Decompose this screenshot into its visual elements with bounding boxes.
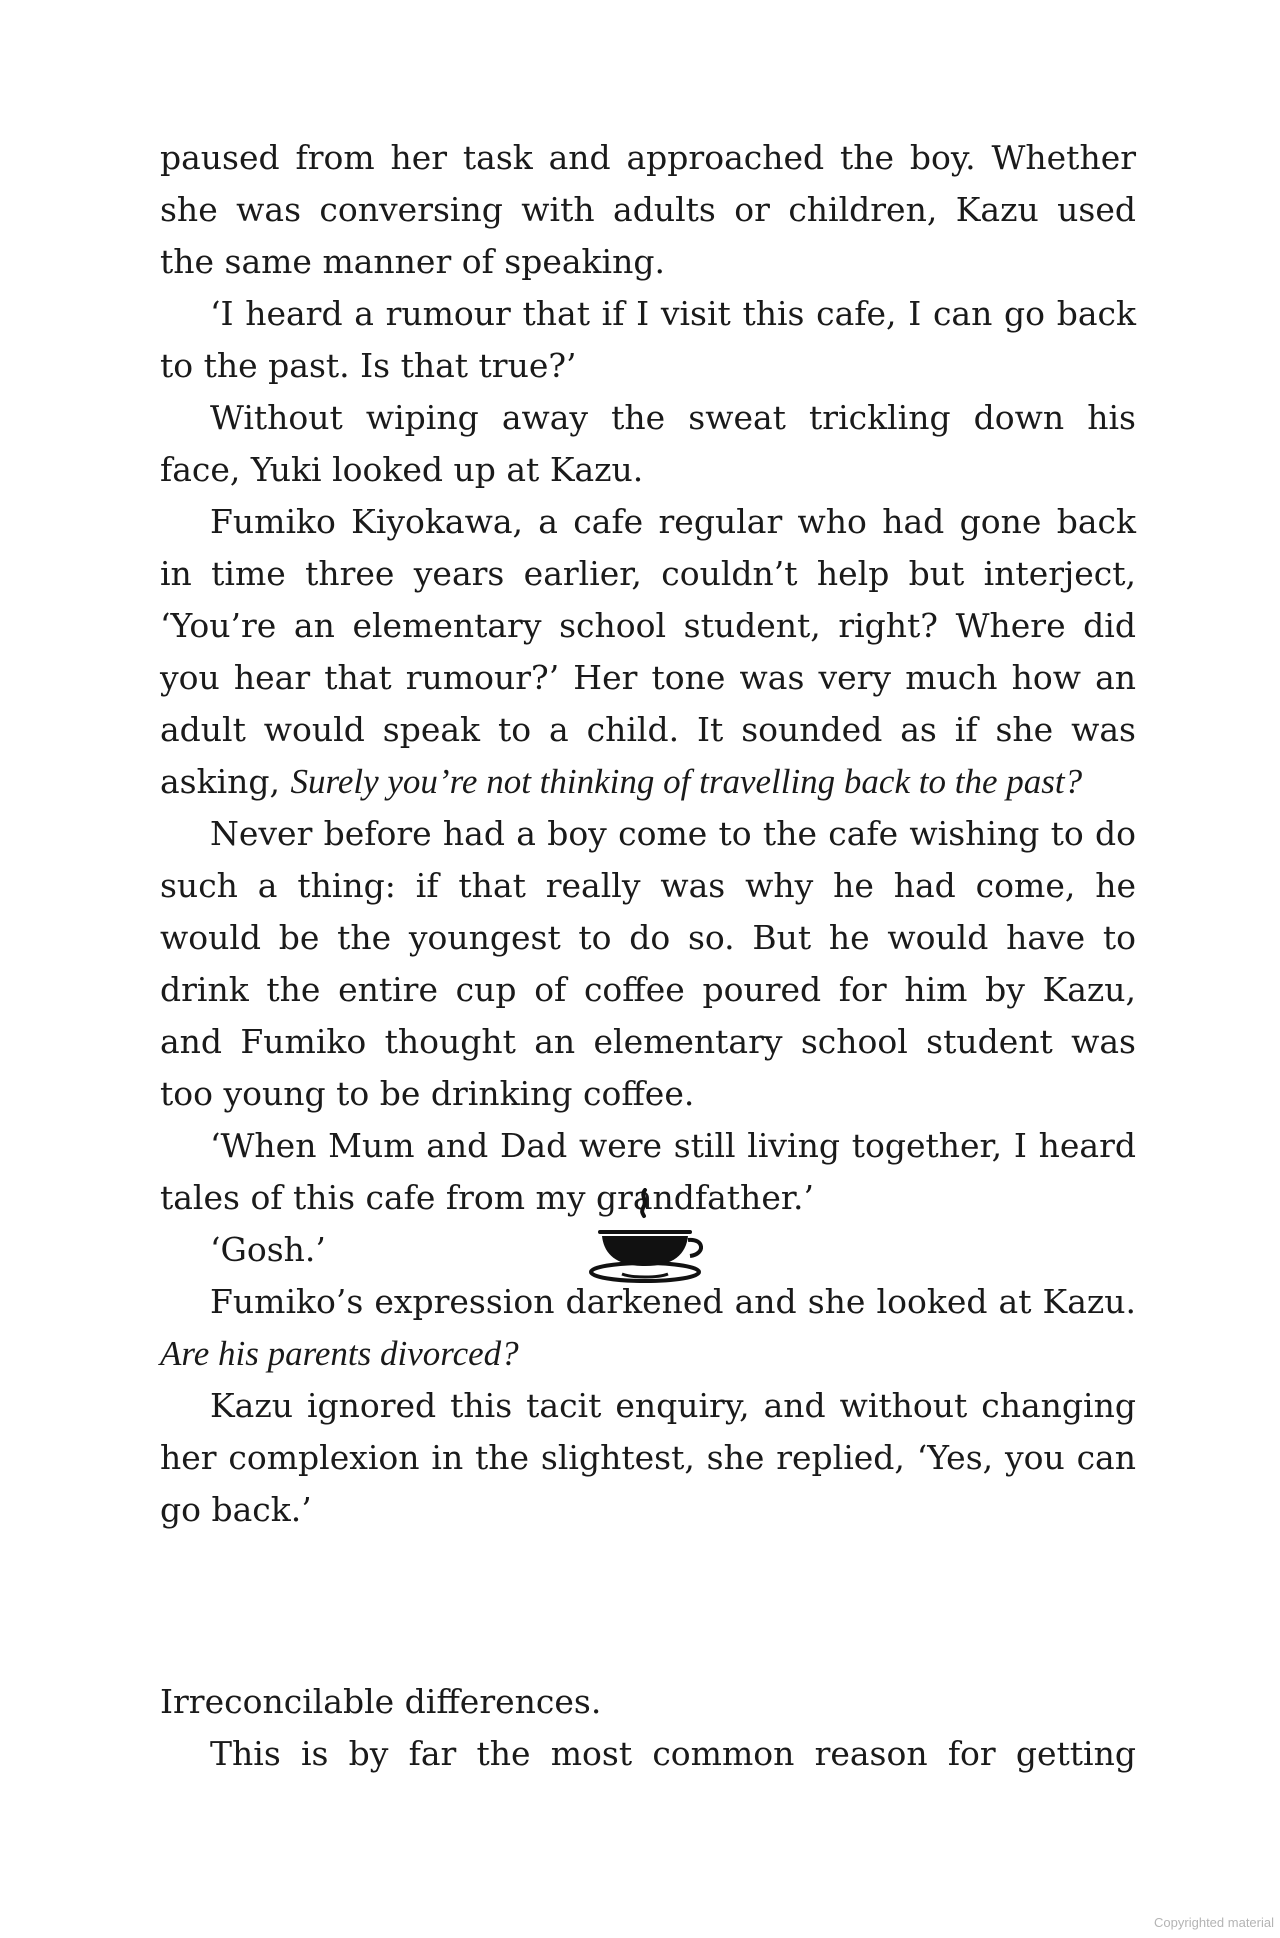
- italic-thought: Are his parents divorced?: [160, 1334, 519, 1373]
- paragraph: [160, 1276, 1136, 1380]
- paragraph: Irreconcilable differences.: [160, 1682, 602, 1721]
- paragraph: Kazu ignored this tacit enquiry, and without changing her complexion in the slightest, she replied, ‘Yes, you can go back.’: [160, 1386, 1136, 1529]
- paragraph-text: Fumiko Kiyokawa, a cafe regular who had gone back in time three years earlier, couldn’t help but interject, ‘You’re an elementary school student, right? Where did you hear that rumour?’ Her tone was very much how an adult would speak to a child. It sounded as if she was asking,: [160, 502, 1136, 801]
- paragraph: paused from her task and approached the boy. Whether she was conversing with adults or children, Kazu used the same manner of speaking.: [160, 138, 1136, 281]
- section-text: [160, 1676, 1136, 1780]
- paragraph: Without wiping away the sweat trickling down his face, Yuki looked up at Kazu.: [160, 398, 1136, 489]
- paragraph: Never before had a boy come to the cafe wishing to do such a thing: if that really was why he had come, he would be the youngest to do so. But he would have to drink the entire cup of coffee poured for him by Kazu, and Fumiko thought an elementary school student was too young to be drinking coffee.: [160, 814, 1136, 1113]
- paragraph: This is by far the most common reason for getting: [210, 1734, 1136, 1773]
- coffee-cup-icon: [588, 1188, 708, 1288]
- paragraph-text: Fumiko’s expression darkened and she looked at Kazu.: [210, 1282, 1136, 1321]
- paragraph: ‘When Mum and Dad were still living together, I heard tales of this cafe from my grandfather.’: [160, 1126, 1136, 1217]
- paragraph: [160, 496, 1136, 808]
- paragraph: ‘Gosh.’: [210, 1230, 326, 1269]
- italic-thought: Surely you’re not thinking of travelling back to the past?: [290, 762, 1083, 801]
- section-text: [160, 132, 1136, 1536]
- paragraph: ‘I heard a rumour that if I visit this cafe, I can go back to the past. Is that true?’: [160, 294, 1136, 385]
- copyright-watermark: Copyrighted material: [1154, 1915, 1274, 1930]
